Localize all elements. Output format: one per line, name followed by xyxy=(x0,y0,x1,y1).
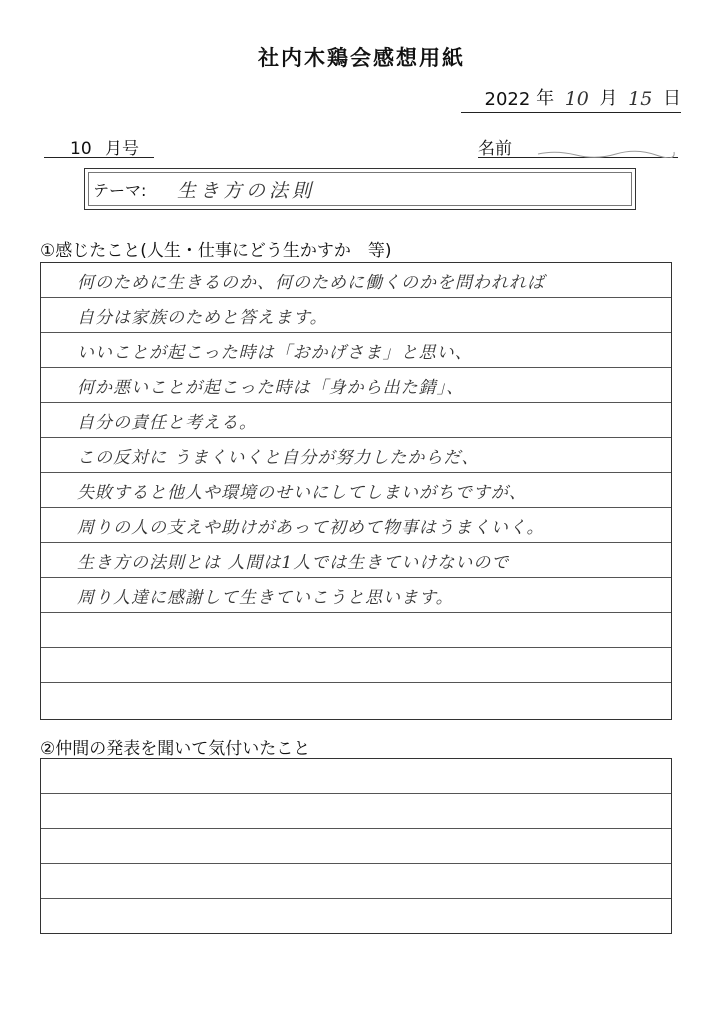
handwritten-line: 自分は家族のためと答えます。 xyxy=(77,308,328,328)
name-scribble xyxy=(536,146,676,158)
date-month: 10 xyxy=(564,88,589,110)
ruled-line xyxy=(41,263,671,298)
ruled-line xyxy=(41,648,671,683)
date-month-unit: 月 xyxy=(599,88,618,109)
handwritten-line: 自分の責任と考える。 xyxy=(77,413,257,433)
ruled-line xyxy=(41,543,671,578)
ruled-line xyxy=(41,864,671,899)
ruled-line xyxy=(41,508,671,543)
handwritten-line: 生き方の法則とは 人間は1人では生きていけないので xyxy=(77,553,510,573)
ruled-line xyxy=(41,438,671,473)
theme-label: テーマ: xyxy=(93,181,147,200)
handwritten-line: 何のために生きるのか、何のために働くのかを問われれば xyxy=(77,273,545,293)
ruled-line xyxy=(41,298,671,333)
date-day-unit: 日 xyxy=(663,88,681,109)
section1-textarea[interactable] xyxy=(40,262,672,720)
section2-textarea[interactable] xyxy=(40,758,672,934)
handwritten-line: この反対に うまくいくと自分が努力したからだ、 xyxy=(77,448,480,468)
form-title: 社内木鶏会感想用紙 xyxy=(258,46,465,70)
ruled-line xyxy=(41,473,671,508)
issue-number: 10 xyxy=(70,139,92,159)
handwritten-line: 周り人達に感謝して生きていこうと思います。 xyxy=(77,588,454,608)
ruled-line xyxy=(41,368,671,403)
date-year-unit: 年 xyxy=(536,88,555,109)
section1-heading: ①感じたこと(人生・仕事にどう生かすか 等) xyxy=(40,241,392,261)
date-year: 2022 xyxy=(484,89,531,110)
ruled-line xyxy=(41,333,671,368)
date-field[interactable] xyxy=(461,84,681,113)
issue-field[interactable] xyxy=(44,134,154,158)
theme-value: 生き方の法則 xyxy=(177,180,316,202)
ruled-line xyxy=(41,829,671,864)
ruled-line xyxy=(41,578,671,613)
theme-box[interactable] xyxy=(84,168,636,210)
theme-inner-border xyxy=(88,172,632,206)
ruled-line xyxy=(41,613,671,648)
name-field[interactable] xyxy=(478,134,678,158)
ruled-line xyxy=(41,683,671,718)
section2-heading: ②仲間の発表を聞いて気付いたこと xyxy=(40,739,311,759)
issue-label: 月号 xyxy=(105,139,140,159)
ruled-line xyxy=(41,403,671,438)
handwritten-line: 周りの人の支えや助けがあって初めて物事はうまくいく。 xyxy=(77,518,545,538)
handwritten-line: いいことが起こった時は「おかげさま」と思い、 xyxy=(77,343,473,363)
handwritten-line: 失敗すると他人や環境のせいにしてしまいがちですが、 xyxy=(77,483,527,503)
ruled-line xyxy=(41,899,671,934)
name-label: 名前 xyxy=(478,139,512,159)
handwritten-line: 何か悪いことが起こった時は「身から出た錆」、 xyxy=(77,378,465,398)
date-day: 15 xyxy=(628,88,653,110)
ruled-line xyxy=(41,759,671,794)
ruled-line xyxy=(41,794,671,829)
